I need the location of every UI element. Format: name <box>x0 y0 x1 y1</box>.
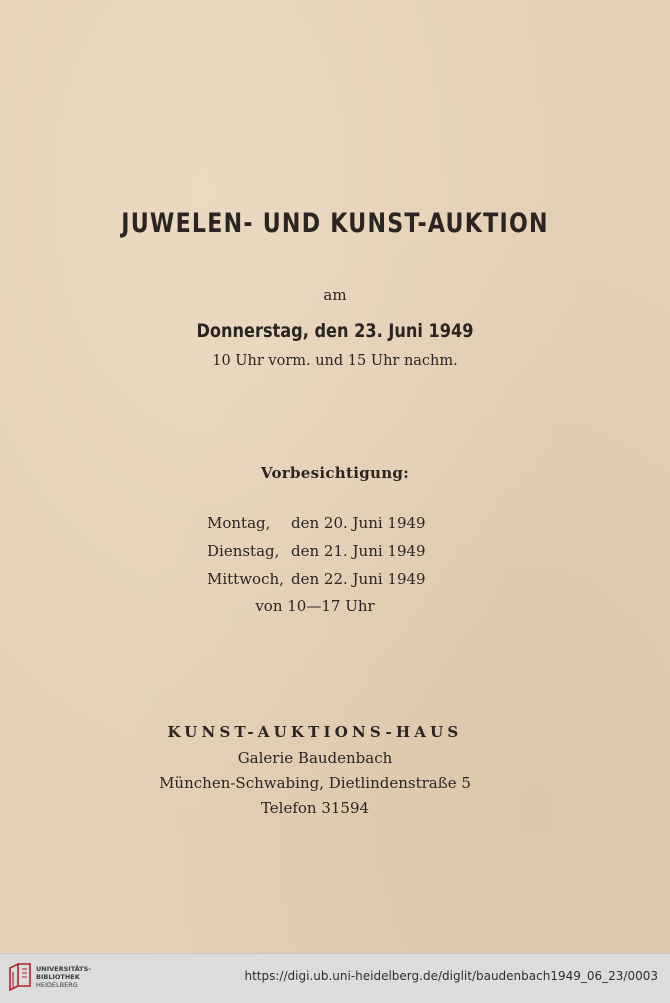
auction-date: Donnerstag, den 23. Juni 1949 <box>196 320 474 342</box>
preview-day: Dienstag, <box>207 542 280 560</box>
preview-day: Montag, <box>207 514 271 532</box>
preview-row-tuesday <box>207 540 426 568</box>
library-name-line2: BIBLIOTHEK <box>36 973 80 981</box>
permalink-url[interactable]: https://digi.ub.uni-heidelberg.de/diglit/baudenbach1949_06_23/0003 <box>244 969 658 983</box>
auction-title: JUWELEN- UND KUNST-AUKTION <box>121 208 549 239</box>
preview-hours: von 10—17 Uhr <box>255 597 375 615</box>
auction-house-name: KUNST-AUKTIONS-HAUS <box>167 723 463 741</box>
preview-date: den 22. Juni 1949 <box>291 570 426 588</box>
library-name-line3: HEIDELBERG <box>36 981 78 989</box>
preview-row-monday <box>207 512 426 540</box>
am-text: am <box>323 286 347 304</box>
auction-hours: 10 Uhr vorm. und 15 Uhr nachm. <box>212 353 458 369</box>
address: München-Schwabing, Dietlindenstraße 5 <box>159 774 471 792</box>
library-name-line1: UNIVERSITÄTS- <box>36 965 91 973</box>
preview-schedule <box>207 512 426 596</box>
phone-number: Telefon 31594 <box>260 799 370 817</box>
gallery-name: Galerie Baudenbach <box>237 749 393 767</box>
preview-date: den 20. Juni 1949 <box>291 514 426 532</box>
university-library-logo-icon[interactable] <box>8 962 32 992</box>
preview-heading: Vorbesichtigung: <box>260 464 410 482</box>
library-name[interactable] <box>36 965 91 989</box>
viewer-footer <box>0 953 670 1003</box>
preview-day: Mittwoch, <box>207 570 284 588</box>
preview-row-wednesday <box>207 568 426 596</box>
preview-date: den 21. Juni 1949 <box>291 542 426 560</box>
